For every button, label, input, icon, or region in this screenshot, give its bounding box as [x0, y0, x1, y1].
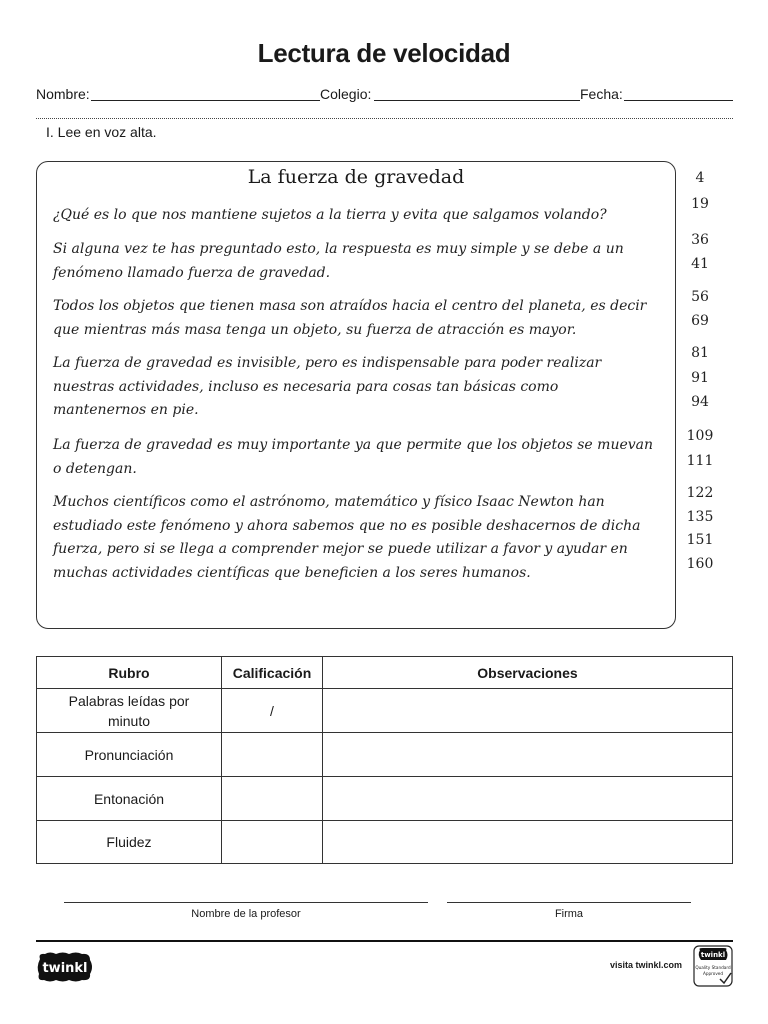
- calificacion-cell[interactable]: [222, 821, 323, 864]
- rubro-cell: Palabras leídas por minuto: [37, 689, 222, 733]
- rubro-cell: Pronunciación: [37, 733, 222, 777]
- word-count: 151: [686, 532, 714, 548]
- instruction-text: I. Lee en voz alta.: [46, 124, 157, 140]
- nombre-input-line[interactable]: [91, 100, 320, 101]
- observaciones-cell[interactable]: [323, 777, 733, 821]
- observaciones-cell[interactable]: [323, 821, 733, 864]
- rubro-cell: Fluidez: [37, 821, 222, 864]
- twinkl-logo: [36, 951, 94, 983]
- teacher-name-label: Nombre de la profesor: [191, 908, 301, 920]
- word-count: 91: [691, 370, 709, 386]
- dotted-divider: [36, 118, 733, 119]
- word-count: 122: [686, 485, 714, 501]
- fecha-label: Fecha:: [580, 86, 623, 102]
- rubric-header-row: [37, 657, 733, 689]
- svg-text:twinkl: twinkl: [42, 961, 88, 976]
- student-info-fields: [36, 84, 733, 104]
- nombre-label: Nombre:: [36, 86, 90, 102]
- rubro-cell: Entonación: [37, 777, 222, 821]
- svg-text:Approved: Approved: [702, 971, 724, 976]
- rubro-header: Rubro: [37, 657, 222, 689]
- word-count: 111: [686, 453, 714, 469]
- word-count: 160: [686, 556, 714, 572]
- calificacion-cell[interactable]: [222, 777, 323, 821]
- observaciones-cell[interactable]: [323, 689, 733, 733]
- observaciones-cell[interactable]: [323, 733, 733, 777]
- signature-line[interactable]: [447, 902, 691, 903]
- signature-label: Firma: [554, 908, 584, 920]
- footer-divider: [36, 940, 733, 942]
- reading-line: estudiado este fenómeno y ahora sabemos que no es posible deshacernos de dicha: [53, 517, 641, 534]
- teacher-name-line[interactable]: [64, 902, 428, 903]
- reading-line: fenómeno llamado fuerza de gravedad.: [53, 264, 331, 281]
- calificacion-cell[interactable]: /: [222, 689, 323, 733]
- reading-line: fuerza, pero si se llega a comprender mejor se puede utilizar a favor y ayudar en: [53, 541, 628, 557]
- word-count: 109: [686, 428, 714, 444]
- page-title: Lectura de velocidad: [257, 38, 511, 68]
- reading-line: o detengan.: [53, 460, 137, 477]
- reading-paragraph: [53, 238, 665, 285]
- reading-line: Si alguna vez te has preguntado esto, la respuesta es muy simple y se debe a un: [53, 241, 624, 257]
- quality-badge: [693, 945, 733, 987]
- word-count: 41: [691, 256, 709, 272]
- rubric-table: [36, 656, 733, 864]
- word-count: 81: [691, 345, 709, 361]
- calificacion-cell[interactable]: [222, 733, 323, 777]
- reading-line: La fuerza de gravedad es invisible, pero es indispensable para poder realizar: [53, 355, 602, 371]
- fecha-input-line[interactable]: [624, 100, 733, 101]
- reading-paragraph: [53, 352, 665, 423]
- svg-text:Quality Standard: Quality Standard: [695, 965, 731, 970]
- calificacion-header: Calificación: [222, 657, 323, 689]
- reading-line: ¿Qué es lo que nos mantiene sujetos a la tierra y evita que salgamos volando?: [53, 207, 607, 223]
- title-word-count: 4: [695, 170, 705, 186]
- reading-line: nuestras actividades, incluso es necesaria para cosas tan básicas como: [53, 378, 559, 395]
- word-count: 56: [691, 289, 709, 305]
- visit-twinkl-text: visita twinkl.com: [610, 960, 683, 970]
- reading-paragraph: [53, 434, 665, 481]
- table-row: [37, 821, 733, 864]
- colegio-label: Colegio:: [320, 86, 372, 102]
- reading-line: que mientras más masa tenga un objeto, su fuerza de atracción es mayor.: [53, 321, 577, 338]
- table-row: [37, 733, 733, 777]
- table-row: [37, 689, 733, 733]
- word-count: 19: [691, 196, 709, 212]
- word-count: 135: [686, 509, 714, 525]
- reading-paragraph: [53, 491, 665, 585]
- reading-paragraph: [53, 295, 665, 342]
- colegio-input-line[interactable]: [374, 100, 580, 101]
- reading-line: Muchos científicos como el astrónomo, matemático y físico Isaac Newton han: [53, 494, 605, 510]
- table-row: [37, 777, 733, 821]
- reading-line: muchas actividades científicas que beneficien a los seres humanos.: [53, 564, 531, 581]
- svg-text:twinkl: twinkl: [700, 951, 726, 959]
- observaciones-header: Observaciones: [323, 657, 733, 689]
- reading-line: La fuerza de gravedad es muy importante ya que permite que los objetos se muevan: [53, 437, 654, 453]
- word-count: 94: [691, 394, 709, 410]
- reading-line: Todos los objetos que tienen masa son atraídos hacia el centro del planeta, es decir: [53, 298, 647, 314]
- reading-line: mantenernos en pie.: [53, 402, 199, 418]
- word-count: 69: [691, 313, 709, 329]
- reading-paragraph: [53, 204, 665, 228]
- reading-title: La fuerza de gravedad: [247, 166, 465, 188]
- word-count: 36: [691, 232, 709, 248]
